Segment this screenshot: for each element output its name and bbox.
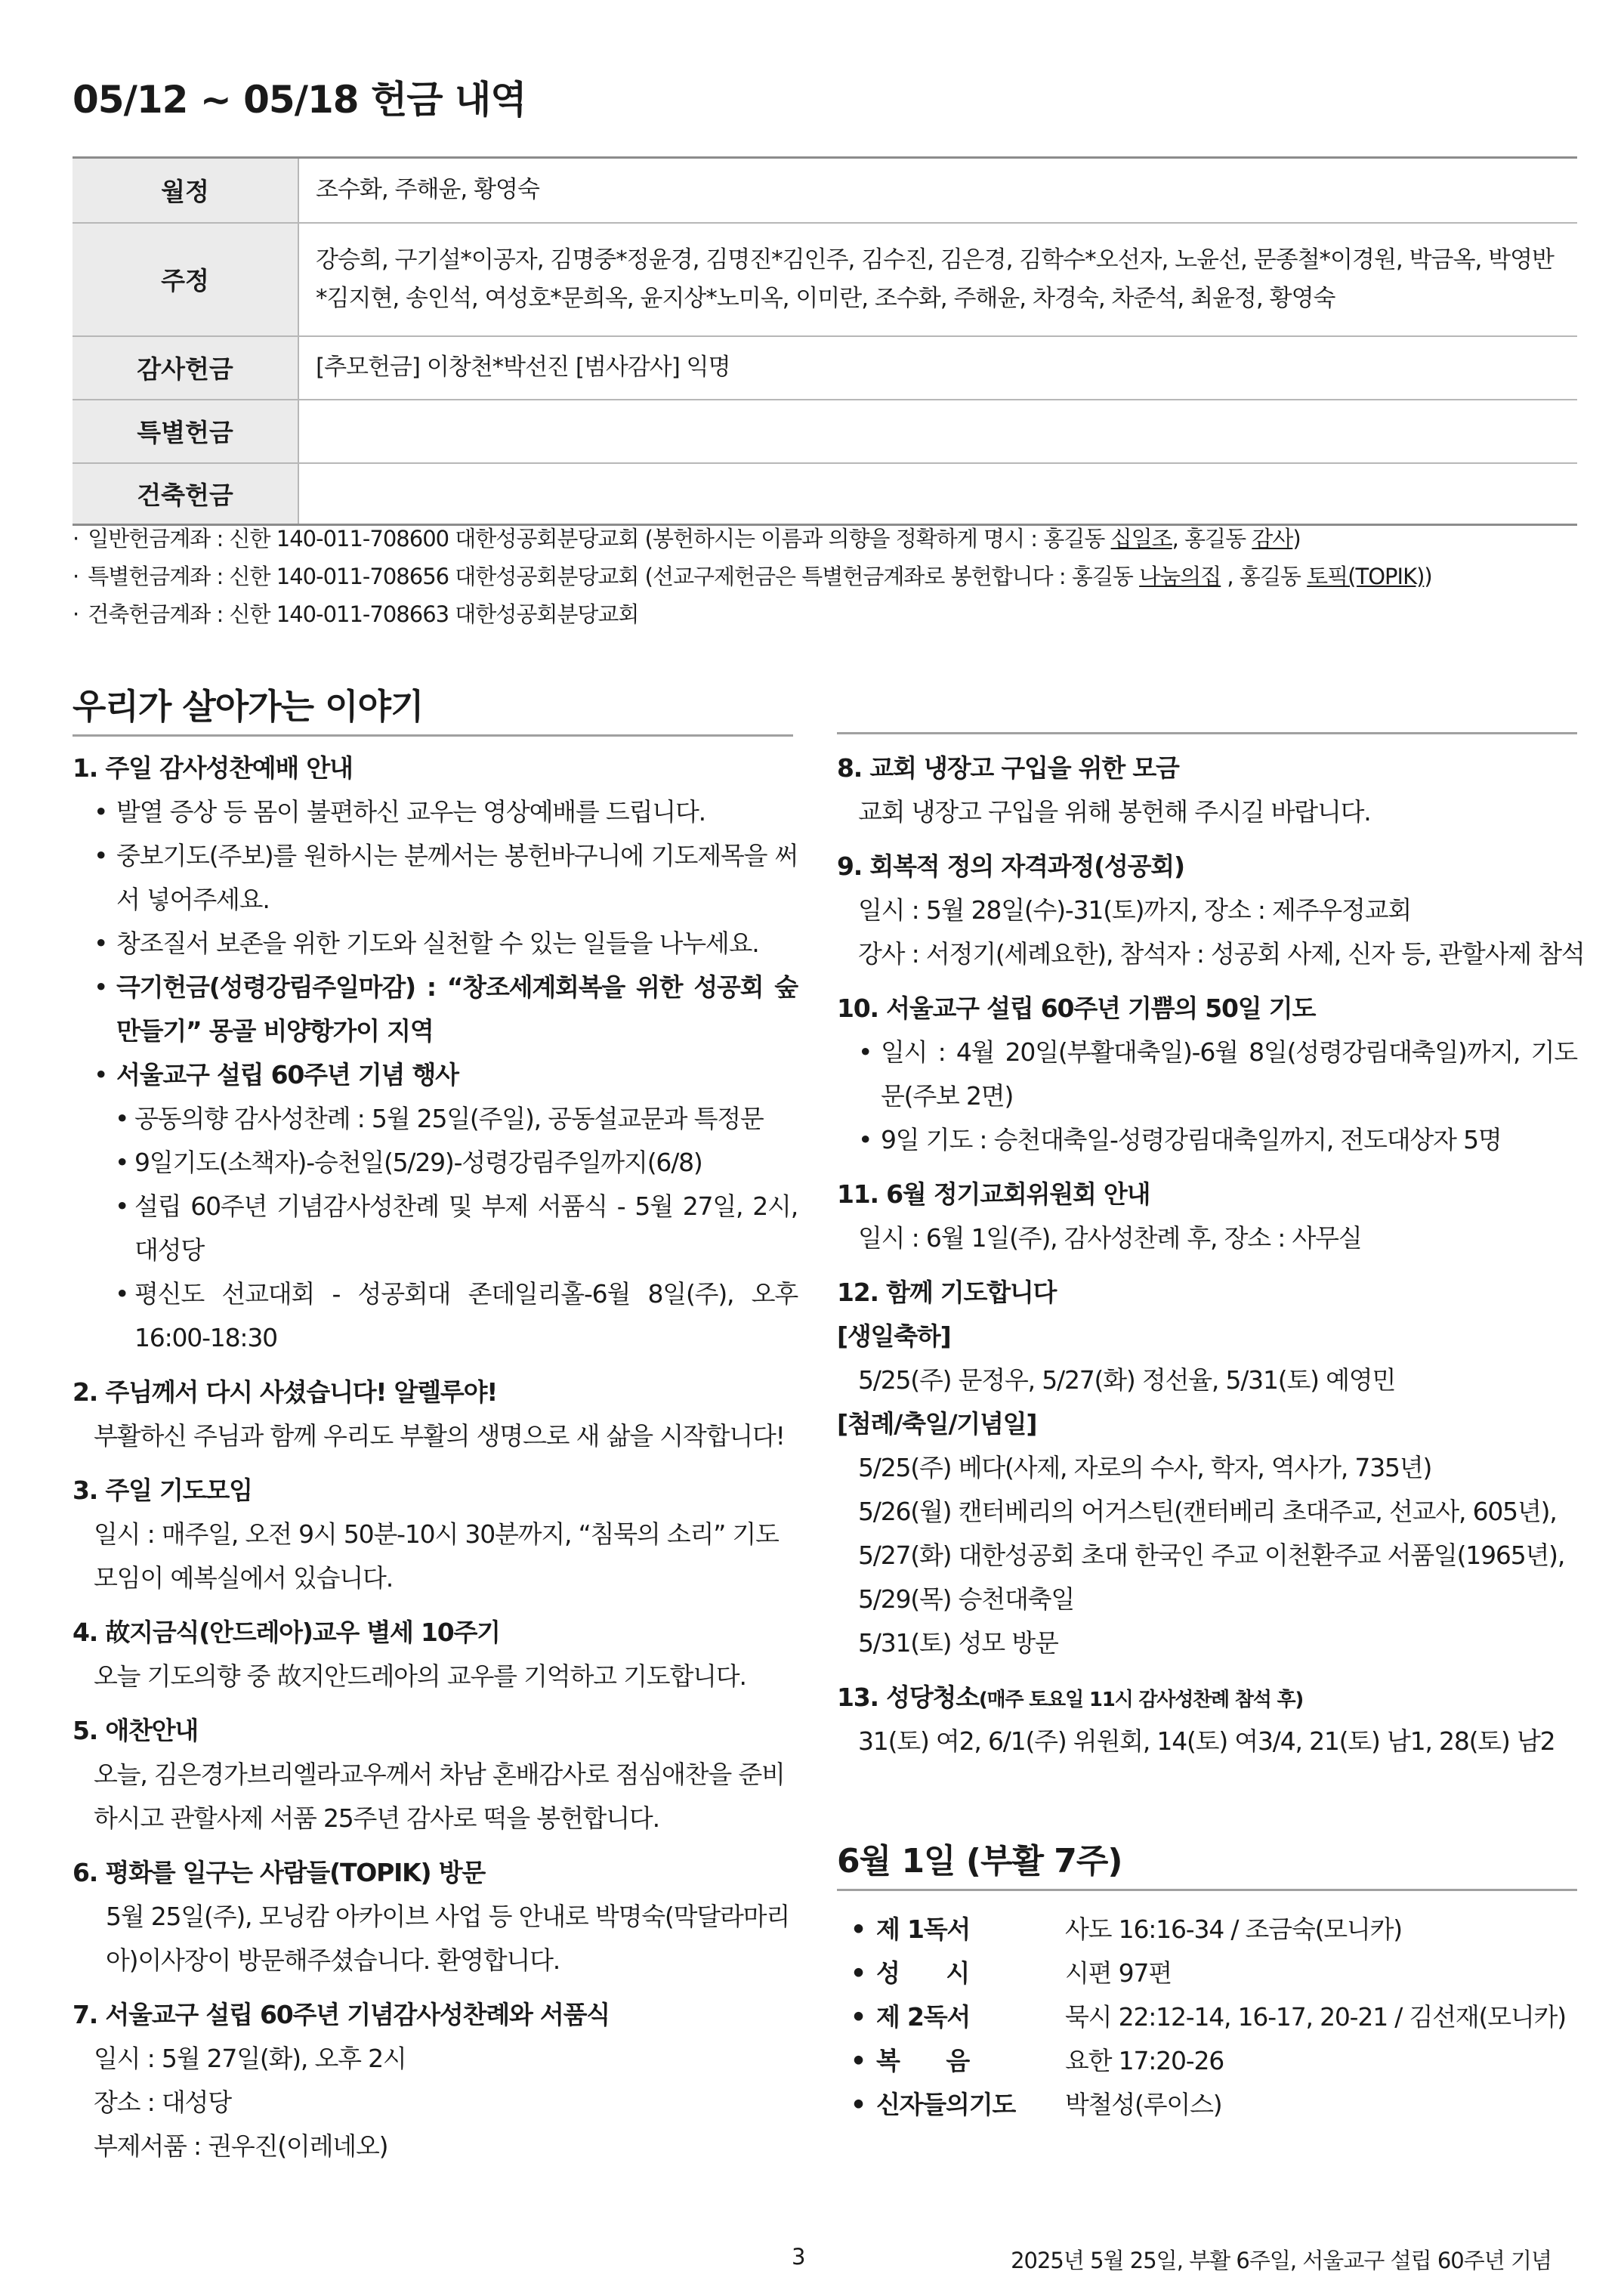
- section-text: 5월 25일(주), 모닝캄 아카이브 사업 등 안내로 박명숙(막달라마리아)이사장이 방문해주셨습니다. 환영합니다.: [106, 1902, 790, 1975]
- section-text: 오늘 기도의향 중 故지안드레아의 교우를 기억하고 기도합니다.: [94, 1661, 746, 1691]
- subheading: [첨례/축일/기념일]: [837, 1409, 1037, 1439]
- offering-table: [73, 156, 1577, 526]
- section-text: 5/26(월) 캔터베리의 어거스틴(캔터베리 초대주교, 선교사, 605년),: [858, 1497, 1557, 1526]
- june-header: [837, 1836, 1577, 1891]
- reading-row: • 신자들의기도 박철성(루이스): [837, 2083, 1577, 2127]
- general-account: · 일반헌금계좌 : 신한 140-011-708600 대한성공회분당교회 (봉헌하시는 이름과 의향을 정확하게 명시 : 홍길동 십일조, 홍길동 감사): [73, 520, 1576, 558]
- offering-value: 조수화, 주해윤, 황영숙: [316, 176, 539, 204]
- section-text: 일시 : 매주일, 오전 9시 50분-10시 30분까지, “침묵의 소리” 기도모임이 예복실에서 있습니다.: [94, 1519, 779, 1593]
- section-title: 11. 6월 정기교회위원회 안내: [837, 1179, 1150, 1209]
- section-text: 장소 : 대성당: [94, 2087, 231, 2117]
- offering-row-building: [73, 463, 1577, 525]
- section-title: 13. 성당청소(매주 토요일 11시 감사성찬례 참석 후): [837, 1683, 1304, 1712]
- section-text: 일시 : 5월 27일(화), 오후 2시: [94, 2044, 406, 2073]
- reading-row: • 제 1독서 사도 16:16-34 / 조금숙(모니카): [837, 1908, 1577, 1952]
- offering-label: 특별헌금: [73, 400, 298, 463]
- section-title: 12. 함께 기도합니다: [837, 1278, 1057, 1307]
- offering-row-special: [73, 400, 1577, 463]
- offering-row-weekly: [73, 223, 1577, 336]
- section-title: 1. 주일 감사성찬예배 안내: [73, 753, 353, 783]
- offering-title: 05/12 ~ 05/18 헌금 내역: [73, 78, 526, 122]
- offering-value: [298, 463, 1577, 525]
- sub-list-item: • 9일기도(소책자)-승천일(5/29)-성령강림주일까지(6/8): [73, 1141, 798, 1185]
- story-header: [73, 680, 793, 737]
- section-text: 5/27(화) 대한성공회 초대 한국인 주교 이천환주교 서품일(1965년),: [858, 1541, 1565, 1570]
- offering-label: 감사헌금: [73, 336, 298, 400]
- sub-list-item: • 평신도 선교대회 - 성공회대 존데일리홀-6월 8일(주), 오후 16:00-18:30: [73, 1272, 798, 1360]
- offering-value: [298, 400, 1577, 463]
- section-text: 5/31(토) 성모 방문: [858, 1628, 1058, 1658]
- section-title: 8. 교회 냉장고 구입을 위한 모금: [837, 753, 1179, 783]
- section-title: 4. 故지금식(안드레아)교우 별세 10주기: [73, 1618, 500, 1647]
- offering-label: 건축헌금: [73, 463, 298, 525]
- section-title: 5. 애찬안내: [73, 1716, 199, 1745]
- list-item: • 발열 증상 등 몸이 불편하신 교우는 영상예배를 드립니다.: [73, 790, 798, 834]
- reading-row: • 성 시 시편 97편: [837, 1952, 1577, 1995]
- section-title: 10. 서울교구 설립 60주년 기쁨의 50일 기도: [837, 994, 1316, 1023]
- section-text: 5/25(주) 문정우, 5/27(화) 정선율, 5/31(토) 예영민: [858, 1365, 1396, 1395]
- section-title: 7. 서울교구 설립 60주년 기념감사성찬례와 서품식: [73, 2000, 610, 2029]
- page-number: 3: [792, 2244, 806, 2270]
- offering-accounts: [73, 520, 1576, 633]
- list-item: • 극기헌금(성령강림주일마감) : “창조세계회복을 위한 성공회 숲 만들기” 몽골 비양항가이 지역: [73, 966, 798, 1053]
- section-text: 강사 : 서정기(세례요한), 참석자 : 성공회 사제, 신자 등, 관할사제 참석: [858, 939, 1585, 969]
- story-right-column: [837, 746, 1585, 2127]
- june-title: 6월 1일 (부활 7주): [837, 1842, 1122, 1880]
- offering-label: 월정: [73, 158, 298, 223]
- story-title: 우리가 살아가는 이야기: [73, 686, 424, 727]
- building-account: · 건축헌금계좌 : 신한 140-011-708663 대한성공회분당교회: [73, 595, 1576, 633]
- footer-text: 2025년 5월 25일, 부활 6주일, 서울교구 설립 60주년 기념: [1011, 2248, 1551, 2273]
- list-item: • 서울교구 설립 60주년 기념 행사: [73, 1053, 798, 1097]
- section-text: 5/29(목) 승천대축일: [858, 1584, 1075, 1614]
- section-text: 5/25(주) 베다(사제, 자로의 수사, 학자, 역사가, 735년): [858, 1453, 1432, 1482]
- section-text: 일시 : 6월 1일(주), 감사성찬례 후, 장소 : 사무실: [858, 1223, 1362, 1253]
- section-title: 6. 평화를 일구는 사람들(TOPIK) 방문: [73, 1858, 486, 1887]
- subheading: [생일축하]: [837, 1321, 951, 1351]
- sub-list-item: • 설립 60주년 기념감사성찬례 및 부제 서품식 - 5월 27일, 2시, 대성당: [73, 1185, 798, 1272]
- offering-value: 강승희, 구기설*이공자, 김명중*정윤경, 김명진*김인주, 김수진, 김은경, 김학수*오선자, 노윤선, 문종철*이경원, 박금옥, 박영반*김지현, 송인석, 여성호*문희옥, 윤지상*노미옥, 이미란, 조수화, 주해윤, 차경숙, 차준석, 최윤정, 황영숙: [316, 246, 1554, 312]
- reading-row: • 복 음 요한 17:20-26: [837, 2039, 1577, 2083]
- section-title: 2. 주님께서 다시 사셨습니다! 알렐루야!: [73, 1377, 498, 1407]
- section-text: 부활하신 주님과 함께 우리도 부활의 생명으로 새 삶을 시작합니다!: [94, 1421, 785, 1451]
- list-item: • 9일 기도 : 승천대축일-성령강림대축일까지, 전도대상자 5명: [837, 1118, 1577, 1162]
- special-account: · 특별헌금계좌 : 신한 140-011-708656 대한성공회분당교회 (선교구제헌금은 특별헌금계좌로 봉헌합니다 : 홍길동 나눔의집 , 홍길동 토픽(TOPIK)): [73, 558, 1576, 595]
- list-item: • 중보기도(주보)를 원하시는 분께서는 봉헌바구니에 기도제목을 써서 넣어주세요.: [73, 834, 798, 922]
- reading-row: • 제 2독서 묵시 22:12-14, 16-17, 20-21 / 김선재(모니카): [837, 1995, 1577, 2039]
- story-left-column: [73, 746, 798, 2168]
- section-title: 3. 주일 기도모임: [73, 1476, 252, 1505]
- section-text: 오늘, 김은경가브리엘라교우께서 차남 혼배감사로 점심애찬을 준비하시고 관할사제 서품 25주년 감사로 떡을 봉헌합니다.: [94, 1760, 785, 1833]
- section-text: 부제서품 : 권우진(이레네오): [94, 2131, 388, 2161]
- offering-row-thanks: [73, 336, 1577, 400]
- offering-value: [추모헌금] 이창천*박선진 [범사감사] 익명: [316, 354, 730, 381]
- section-title: 9. 회복적 정의 자격과정(성공회): [837, 851, 1184, 881]
- list-item: • 일시 : 4월 20일(부활대축일)-6월 8일(성령강림대축일)까지, 기도문(주보 2면): [837, 1031, 1577, 1118]
- right-column-rule: [837, 732, 1577, 734]
- offering-label: 주정: [73, 223, 298, 336]
- offering-row-monthly: [73, 158, 1577, 223]
- list-item: • 창조질서 보존을 위한 기도와 실천할 수 있는 일들을 나누세요.: [73, 922, 798, 966]
- section-text: 교회 냉장고 구입을 위해 봉헌해 주시길 바랍니다.: [858, 797, 1371, 827]
- section-text: 31(토) 여2, 6/1(주) 위원회, 14(토) 여3/4, 21(토) 남1, 28(토) 남2: [858, 1726, 1555, 1756]
- sub-list-item: • 공동의향 감사성찬례 : 5월 25일(주일), 공동설교문과 특정문: [73, 1097, 798, 1141]
- section-text: 일시 : 5월 28일(수)-31(토)까지, 장소 : 제주우정교회: [858, 895, 1412, 925]
